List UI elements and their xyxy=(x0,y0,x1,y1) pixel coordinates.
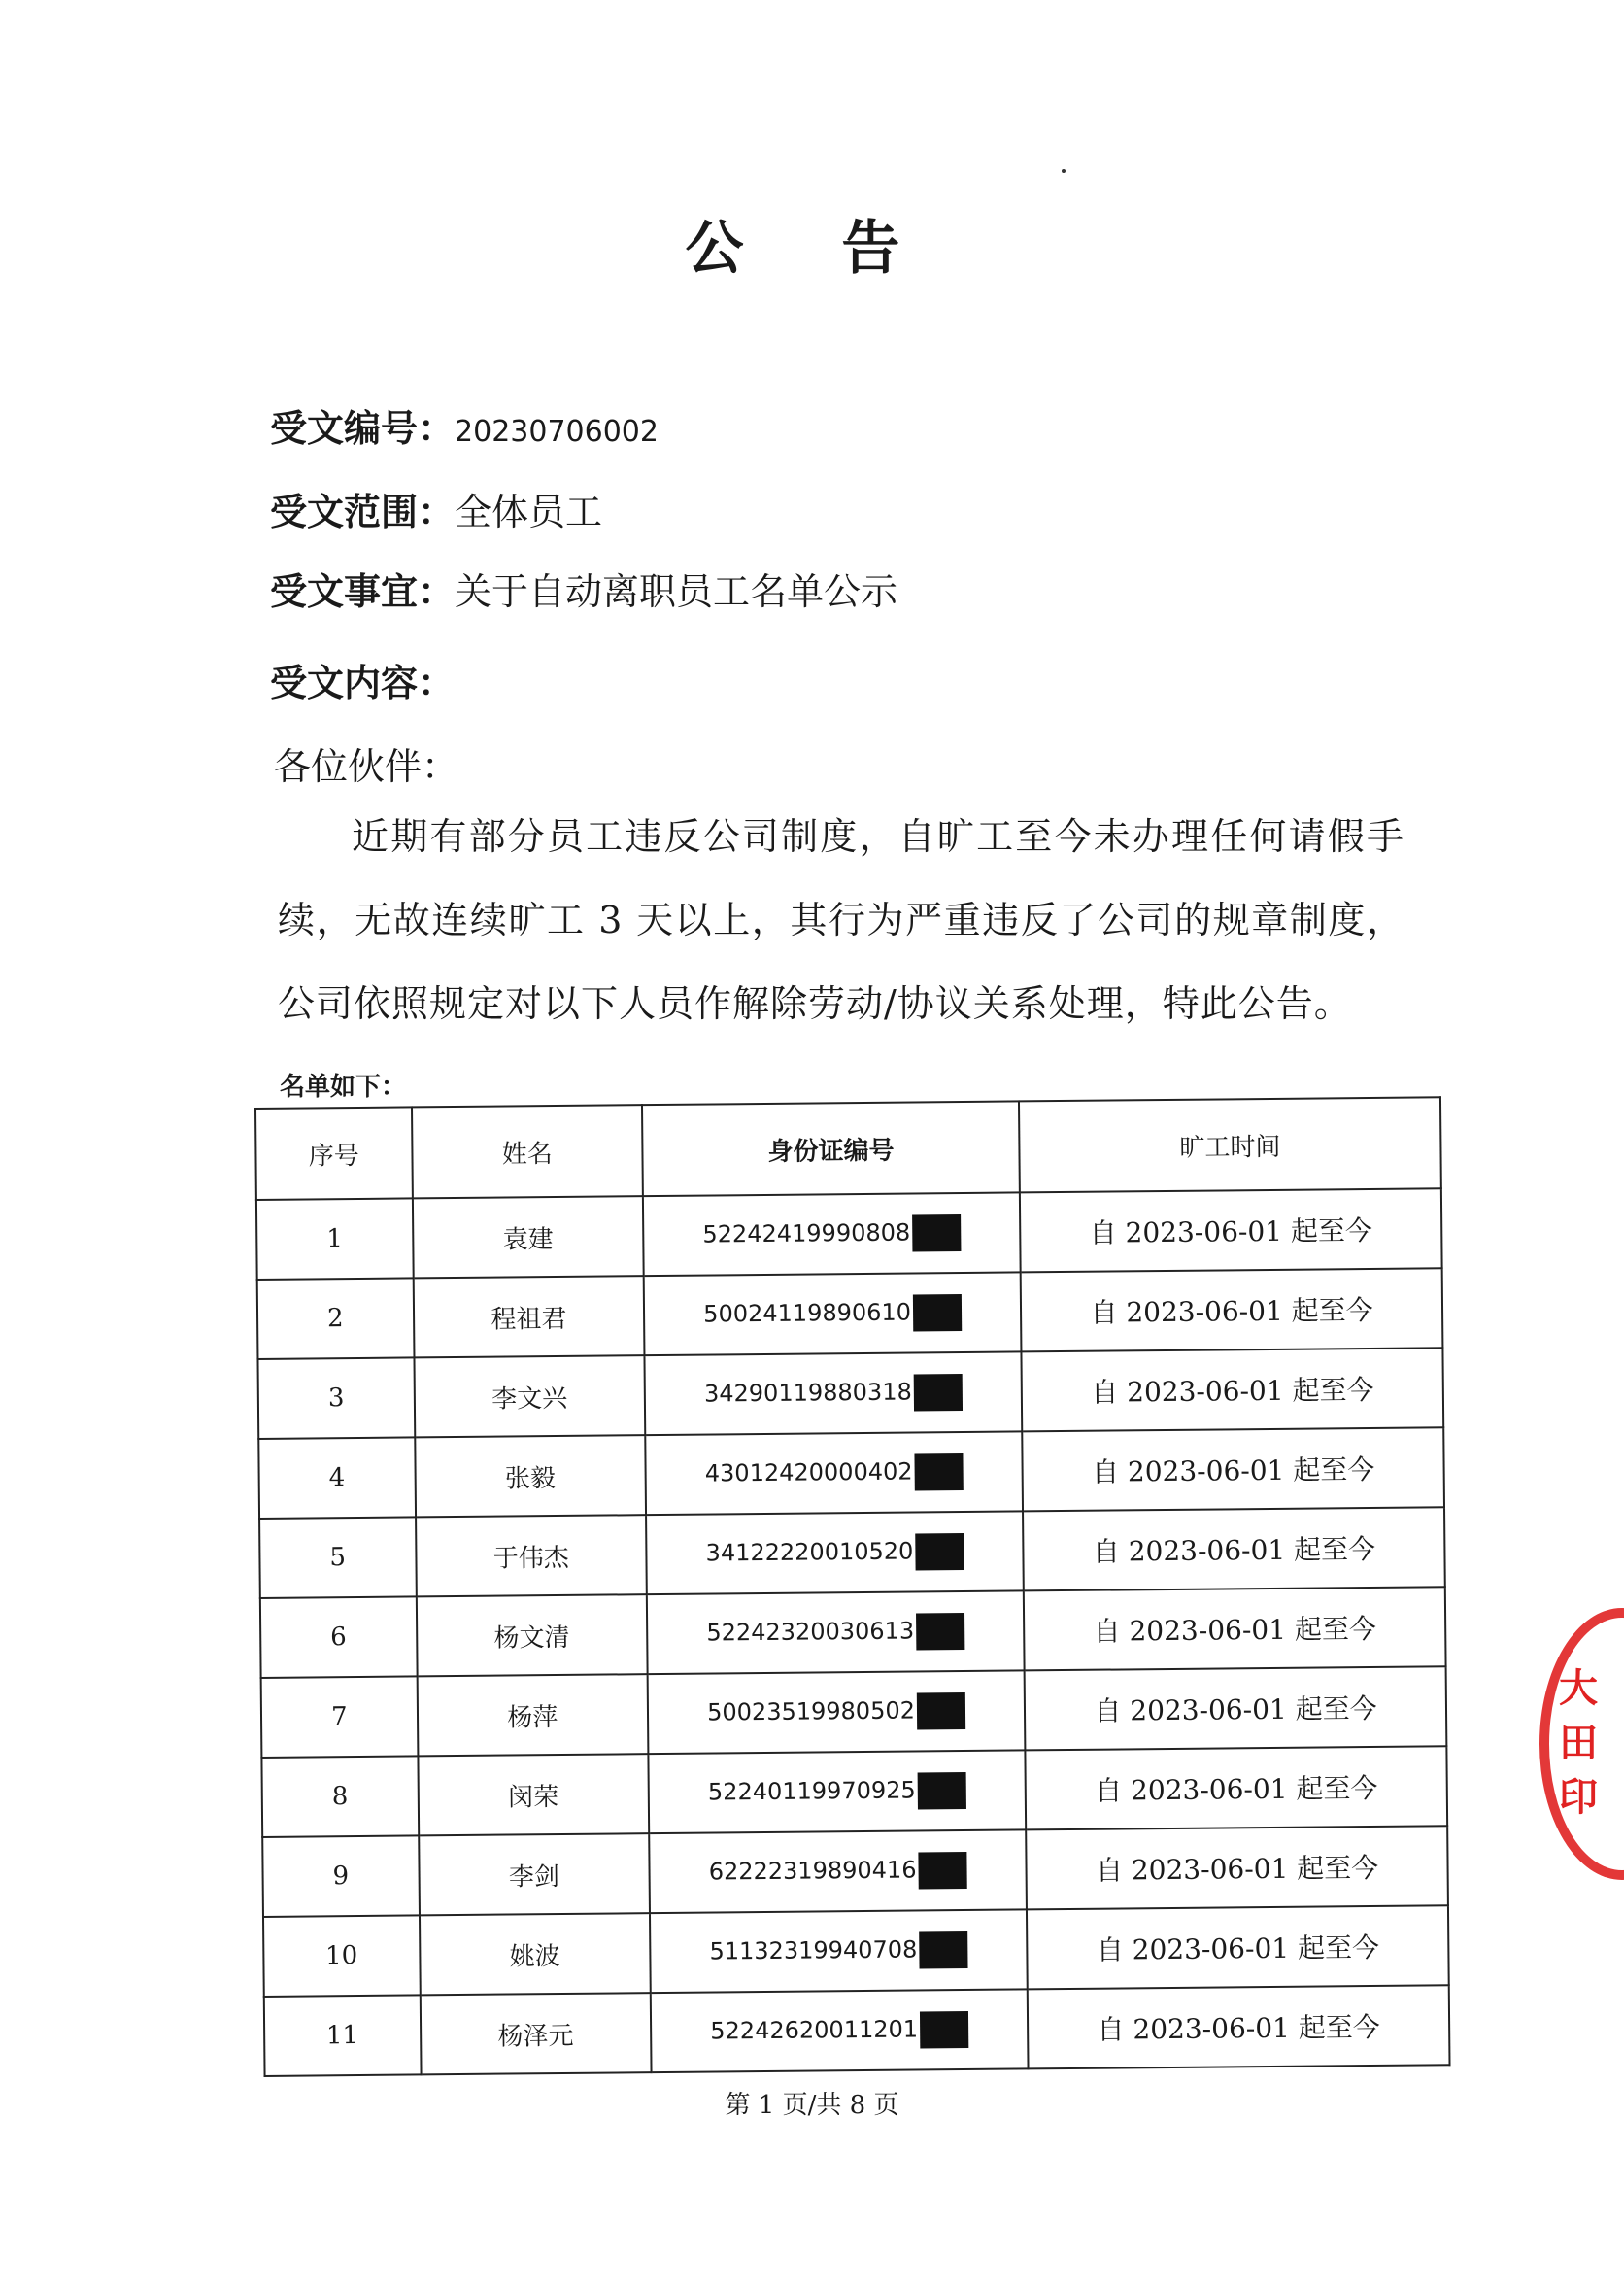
row-period: 自 2023-06-01 起至今 xyxy=(1022,1348,1444,1431)
row-id-number: 52242320030613 xyxy=(706,1617,915,1647)
seal-text: 大 田 印 xyxy=(1559,1666,1598,1820)
row-id xyxy=(649,1829,1027,1913)
row-id xyxy=(647,1590,1025,1674)
redaction-block xyxy=(913,1294,962,1331)
table-row xyxy=(257,1348,1443,1439)
row-no: 9 xyxy=(262,1835,419,1917)
redaction-block xyxy=(912,1214,961,1251)
employee-table xyxy=(254,1096,1451,2077)
table-row xyxy=(261,1666,1447,1758)
matter-value: 关于自动离职员工名单公示 xyxy=(455,570,898,613)
row-id-number: 43012420000402 xyxy=(704,1457,913,1487)
page-footer: 第 1 页/共 8 页 xyxy=(725,2091,899,2120)
scope-field xyxy=(270,482,602,535)
row-id xyxy=(648,1670,1026,1754)
row-no: 5 xyxy=(259,1517,416,1598)
redaction-block xyxy=(919,1931,967,1968)
doc-number-label: 受文编号： xyxy=(270,406,456,450)
greeting: 各位伙伴： xyxy=(274,745,459,788)
row-period: 自 2023-06-01 起至今 xyxy=(1027,1905,1449,1989)
row-no: 6 xyxy=(260,1596,417,1678)
scan-speck xyxy=(1062,169,1066,173)
row-name: 姚波 xyxy=(420,1913,651,1995)
row-name: 杨文清 xyxy=(416,1594,647,1676)
row-name: 李文兴 xyxy=(414,1355,645,1437)
row-no: 1 xyxy=(256,1198,413,1280)
doc-number-field xyxy=(270,398,659,452)
row-no: 4 xyxy=(258,1437,415,1519)
row-id xyxy=(643,1192,1021,1276)
row-id xyxy=(646,1511,1024,1594)
table-row xyxy=(260,1587,1446,1678)
row-id-number: 34122220010520 xyxy=(705,1537,914,1567)
redaction-block xyxy=(914,1453,963,1490)
row-no: 10 xyxy=(263,1915,420,1997)
table-row xyxy=(259,1507,1445,1598)
table-row xyxy=(264,1985,1450,2076)
row-period: 自 2023-06-01 起至今 xyxy=(1025,1666,1447,1750)
table-row xyxy=(258,1427,1444,1519)
scope-label: 受文范围： xyxy=(270,490,456,533)
row-no: 3 xyxy=(257,1357,414,1439)
row-id xyxy=(648,1750,1026,1833)
row-id xyxy=(650,1909,1028,1993)
list-caption: 名单如下： xyxy=(280,1073,407,1102)
row-id-number: 52242419990808 xyxy=(702,1218,911,1248)
table-body xyxy=(256,1188,1450,2076)
row-name: 李剑 xyxy=(419,1833,650,1915)
notice-title: 公 告 xyxy=(685,215,939,283)
redaction-block xyxy=(917,1692,965,1729)
row-period: 自 2023-06-01 起至今 xyxy=(1020,1188,1442,1272)
row-no: 11 xyxy=(264,1995,421,2076)
row-no: 2 xyxy=(257,1278,414,1359)
table-header-row xyxy=(255,1097,1441,1200)
row-no: 8 xyxy=(261,1756,418,1837)
scope-value: 全体员工 xyxy=(455,491,603,533)
row-name: 袁建 xyxy=(412,1196,643,1278)
row-no: 7 xyxy=(261,1676,418,1758)
table-row xyxy=(262,1826,1448,1917)
notice-body: 近期有部分员工违反公司制度，自旷工至今未办理任何请假手续，无故连续旷工 3 天以上，其行为严重违反了公司的规章制度，公司依照规定对以下人员作解除劳动/协议关系处理，特此公告。 xyxy=(278,815,1404,1025)
table-row xyxy=(261,1746,1447,1837)
header-id: 身份证编号 xyxy=(642,1101,1020,1196)
row-period: 自 2023-06-01 起至今 xyxy=(1022,1427,1444,1511)
row-name: 闵荣 xyxy=(418,1754,649,1835)
row-period: 自 2023-06-01 起至今 xyxy=(1026,1826,1448,1909)
row-id-number: 50023519980502 xyxy=(707,1696,916,1726)
row-period: 自 2023-06-01 起至今 xyxy=(1021,1268,1443,1351)
table-row xyxy=(256,1188,1442,1280)
row-period: 自 2023-06-01 起至今 xyxy=(1028,1985,1450,2068)
table-row xyxy=(257,1268,1443,1359)
table-row xyxy=(263,1905,1449,1997)
doc-number-value: 20230706002 xyxy=(455,415,659,449)
row-period: 自 2023-06-01 起至今 xyxy=(1023,1507,1445,1590)
row-id-number: 34290119880318 xyxy=(703,1378,912,1408)
redaction-block xyxy=(918,1772,966,1809)
redaction-block xyxy=(916,1613,964,1650)
row-name: 张毅 xyxy=(415,1435,646,1517)
content-label: 受文内容： xyxy=(270,661,456,704)
header-period: 旷工时间 xyxy=(1019,1097,1441,1192)
row-id xyxy=(651,1989,1029,2072)
row-name: 杨泽元 xyxy=(420,1993,651,2074)
row-name: 杨萍 xyxy=(417,1674,648,1756)
content-field xyxy=(270,653,455,706)
row-name: 于伟杰 xyxy=(416,1515,647,1596)
row-id-number: 51132319940708 xyxy=(709,1935,918,1965)
matter-label: 受文事宜： xyxy=(270,569,456,613)
redaction-block xyxy=(918,1852,966,1889)
redaction-block xyxy=(915,1533,964,1570)
row-id-number: 52240119970925 xyxy=(707,1776,916,1806)
redaction-block xyxy=(920,2011,968,2048)
header-no: 序号 xyxy=(255,1107,412,1200)
row-id-number: 62222319890416 xyxy=(708,1856,917,1886)
row-period: 自 2023-06-01 起至今 xyxy=(1024,1587,1446,1670)
row-id xyxy=(644,1272,1022,1355)
row-id xyxy=(645,1351,1023,1435)
row-name: 程祖君 xyxy=(413,1276,644,1357)
row-id xyxy=(645,1431,1023,1515)
row-id-number: 50024119890610 xyxy=(703,1298,912,1328)
row-period: 自 2023-06-01 起至今 xyxy=(1025,1746,1447,1829)
row-id-number: 52242620011201 xyxy=(710,2015,919,2045)
header-name: 姓名 xyxy=(412,1105,643,1198)
matter-field xyxy=(270,562,897,615)
redaction-block xyxy=(914,1374,963,1411)
